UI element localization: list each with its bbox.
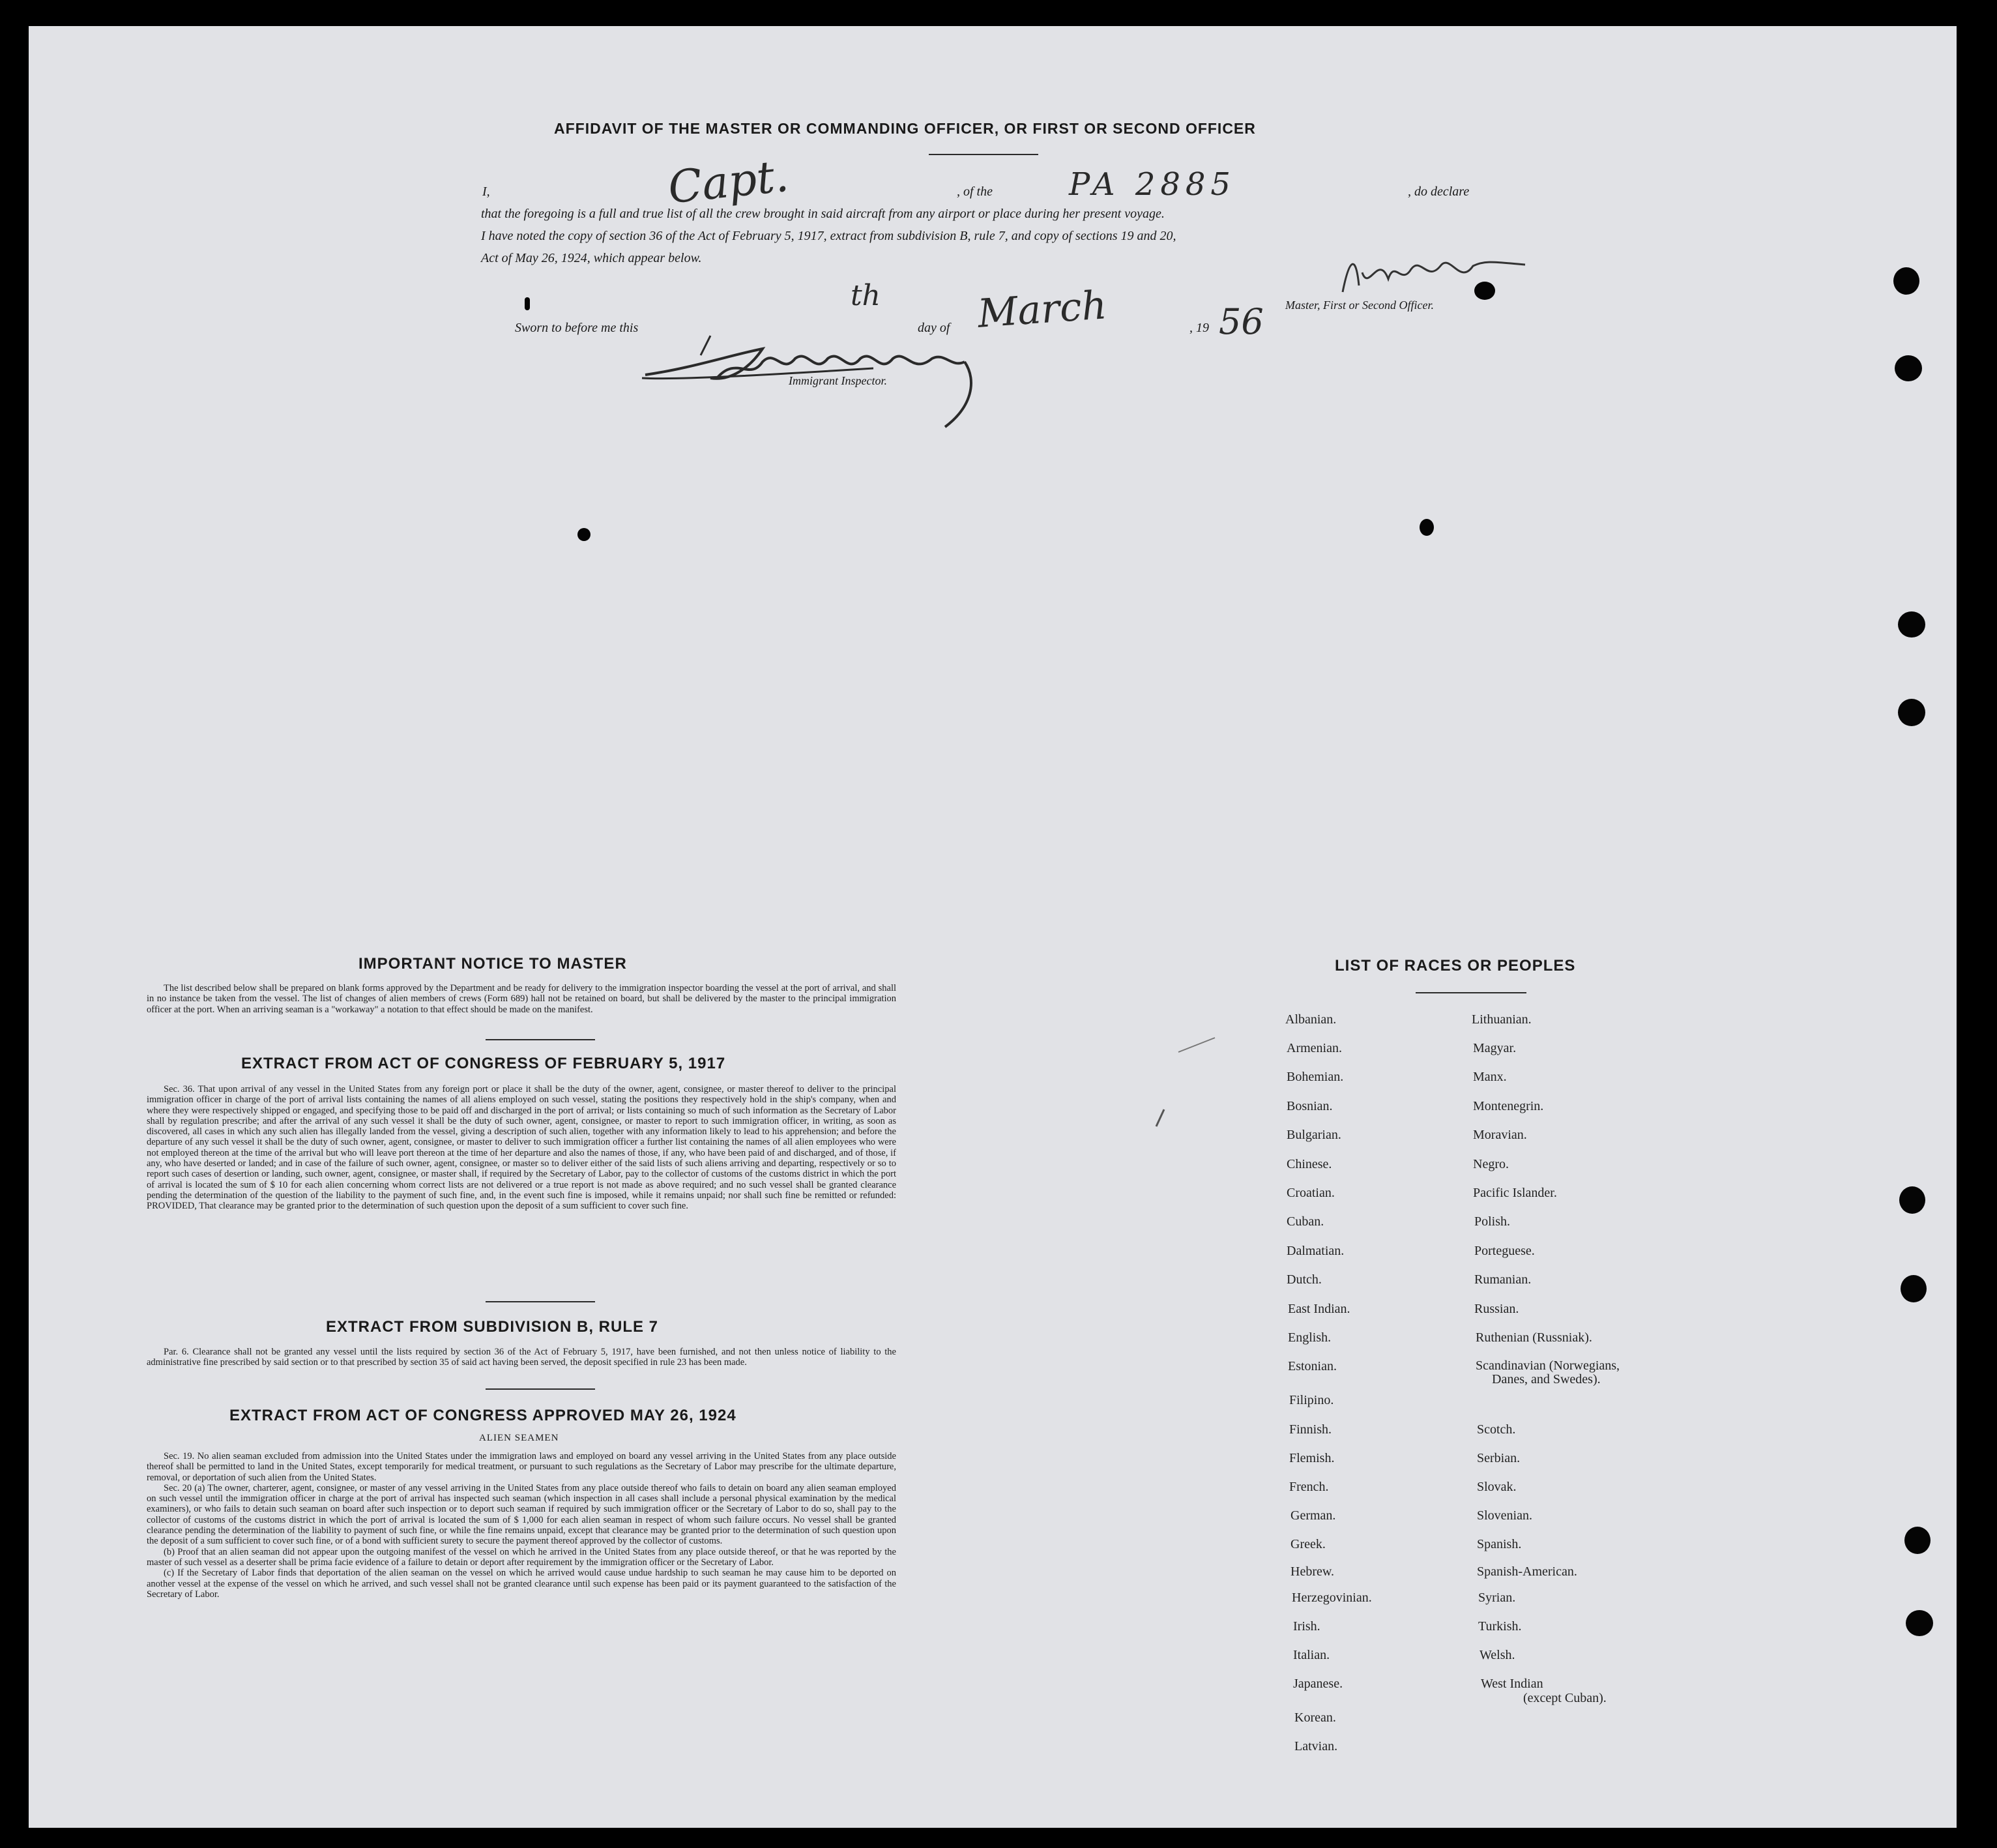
race-left: Filipino. xyxy=(1289,1393,1334,1407)
race-left: Cuban. xyxy=(1287,1214,1324,1229)
race-right: Manx. xyxy=(1473,1070,1507,1084)
affidavit-title: AFFIDAVIT OF THE MASTER OR COMMANDING OFFICER, OR FIRST OR SECOND OFFICER xyxy=(554,120,1256,137)
race-right: Scotch. xyxy=(1477,1422,1516,1437)
ink-spot xyxy=(577,528,590,541)
race-left: Irish. xyxy=(1293,1619,1320,1634)
handwritten-year: 56 xyxy=(1219,301,1264,342)
extract-1924-title: EXTRACT FROM ACT OF CONGRESS APPROVED MAY 26, 1924 xyxy=(229,1407,736,1424)
race-right: Spanish-American. xyxy=(1477,1564,1577,1579)
notice-body xyxy=(147,983,896,1015)
section-36-text: Sec. 36. That upon arrival of any vessel in the United States from any foreign port or place it shall be the duty of the owner, agent, consignee, or master thereof to deliver to the principal immigration officer in charge of the port of arrival lists containing the names of all aliens employed on such vessel, stating the positions they respectively hold in the ship's company, when and where they were respectively shipped or engaged, and specifying those to be paid off and discharged in the port of arrival; or lists containing so much of such information as the Secretary of Labor shall by regulation prescribe; and after the arrival of any such vessel it shall be the duty of such owner, agent, consignee, or master to report to such immigration officer, in writing, as soon as discovered, all cases in which any such alien has illegally landed from the vessel, giving a description of such alien, together with any information likely to lead to his apprehension; and before the departure of any such vessel it shall be the duty of such owner, agent, consignee, or master to deliver to such immigration officer a further list containing the names of all alien employees who were not employed thereon at the time of the arrival but who will leave port thereon at the time of her departure and also the names of those, if any, who have been paid of and discharged, and of those, if any, who have deserted or landed; and in case of the failure of such owner, agent, consignee, or master so to deliver either of the said lists of such aliens arriving and departing, respectively or so to report such cases of desertion or landing, such owner, agent, consignee, or master shall, if required by the Secretary of Labor, pay to the collector of customs of the customs district in which the port of arrival is located the sum of $ 10 for each alien concerning whom correct lists are not delivered or a true report is not made as above required; and no such vessel shall be granted clearance pending the determination of the question of the liability to the payment of such fine, and, in the event such fine is imposed, while it remains unpaid; nor shall such fine be remitted or refunded: PROVIDED, That clearance may be granted prior to the determination of such question upon the deposit of a sum sufficient to cover such fine. xyxy=(147,1084,896,1212)
race-left: East Indian. xyxy=(1288,1302,1350,1316)
race-left: Dutch. xyxy=(1287,1272,1322,1287)
ink-spot xyxy=(1420,519,1434,536)
year-prefix: , 19 xyxy=(1189,321,1209,335)
inspector-caption: Immigrant Inspector. xyxy=(789,374,887,387)
race-right: Magyar. xyxy=(1473,1041,1517,1055)
race-right: Slovenian. xyxy=(1477,1508,1532,1523)
extract-1917-title: EXTRACT FROM ACT OF CONGRESS OF FEBRUARY 5, 1917 xyxy=(241,1055,726,1072)
handwritten-day-suffix: th xyxy=(851,279,881,312)
notice-text: The list described below shall be prepared on blank forms approved by the Department and be ready for delivery to the immigration inspector boarding the vessel at the port of arrival, and shall in no instance be taken from the vessel. The list of changes of alien members of crews (Form 689) hall not be retained on board, but shall be delivered by the master to the principal immigration officer at the port. When an arriving seaman is a "workaway" a notation to that effect should be made on the manifest. xyxy=(147,983,896,1015)
extract-1924-subtitle: ALIEN SEAMEN xyxy=(479,1433,559,1443)
race-right: Russian. xyxy=(1474,1302,1519,1316)
race-left: Bohemian. xyxy=(1287,1070,1344,1084)
affidavit-line-2: I have noted the copy of section 36 of the Act of February 5, 1917, extract from subdivision B, rule 7, and copy of sections 19 and 20, xyxy=(481,229,1176,243)
race-left: Chinese. xyxy=(1287,1157,1332,1171)
section-20c-text: (c) If the Secretary of Labor finds that deportation of the alien seaman on the vessel on which he arrived would cause undue hardship to such seaman he may cause him to be deported on another vessel at the expense of the vessel on which he arrived, and such vessel shall not be granted clearance until such expense has been paid or its payment guaranteed to the satisfaction of the Secretary of Labor. xyxy=(147,1568,896,1600)
day-of-label: day of xyxy=(918,321,950,335)
officer-signature xyxy=(1330,246,1538,305)
section-20a-text: Sec. 20 (a) The owner, charterer, agent, consignee, or master of any vessel arriving in the United States from any place outside thereof who fails to detain on board any alien seaman employed on such vessel until the immigration officer in charge at the port of arrival has inspected such seaman (which inspection in all cases shall include a personal physical examination by the medical examiners), or who fails to detain such seaman on board after such inspection or to deport such seaman if required by such immigration officer or the Secretary of Labor to do so, shall pay to the collector of customs of the customs district in which the port of arrival is located the sum of $ 1,000 for each alien seaman in respect of whom such failure occurs. No vessel shall be granted clearance pending the determination of the liability to payment of such fine, or while the fine remains unpaid, except that clearance may be granted prior to the determination of such question upon the deposit of a sum sufficient to cover such fine, or of a bond with sufficient surety to secure the payment thereof approved by the collector of customs. xyxy=(147,1482,896,1547)
race-left: Albanian. xyxy=(1285,1012,1337,1027)
divider xyxy=(486,1039,595,1040)
extract-1917-body xyxy=(147,1084,896,1212)
punch-hole xyxy=(1901,1275,1927,1302)
handwritten-name: Capt. xyxy=(665,150,791,214)
subdivision-b-title: EXTRACT FROM SUBDIVISION B, RULE 7 xyxy=(326,1318,659,1336)
par-6-text: Par. 6. Clearance shall not be granted any vessel until the lists required by section 36 of the Act of February 5, 1917, have been furnished, and not then unless notice of liability to the administrative fine prescribed by said section or to that prescribed by section 35 of said act having been served, the deposit specified in rule 23 has been made. xyxy=(147,1347,896,1368)
race-right: Ruthenian (Russniak). xyxy=(1476,1330,1592,1345)
race-left: Armenian. xyxy=(1287,1041,1342,1055)
divider xyxy=(1416,992,1526,993)
divider xyxy=(486,1388,595,1390)
race-right: West Indian (except Cuban). xyxy=(1481,1677,1607,1705)
race-left: Hebrew. xyxy=(1290,1564,1335,1579)
section-19-text: Sec. 19. No alien seaman excluded from admission into the United States under the immigration laws and employed on board any vessel arriving in the United States from any place outside thereof shall be permitted to land in the United States, except temporarily for medical treatment, or pursuant to such regulations as the Secretary of Labor may prescribe for the ultimate departure, removal, or deportation of such alien from the United States. xyxy=(147,1451,896,1483)
race-left: Flemish. xyxy=(1289,1451,1335,1465)
stray-mark xyxy=(1177,1035,1216,1055)
handwritten-month: March xyxy=(976,282,1109,337)
race-right: Welsh. xyxy=(1480,1648,1515,1662)
race-right: Syrian. xyxy=(1478,1591,1516,1605)
race-left: Japanese. xyxy=(1293,1677,1343,1691)
race-right: Serbian. xyxy=(1477,1451,1521,1465)
race-left: Finnish. xyxy=(1289,1422,1332,1437)
race-left: Bosnian. xyxy=(1287,1099,1333,1113)
race-right: Slovak. xyxy=(1477,1480,1517,1494)
punch-hole xyxy=(1904,1527,1931,1554)
race-right: Rumanian. xyxy=(1474,1272,1532,1287)
punch-hole xyxy=(1906,1610,1933,1636)
race-right: Montenegrin. xyxy=(1473,1099,1544,1113)
race-right: Moravian. xyxy=(1473,1128,1527,1142)
punch-hole xyxy=(1893,267,1919,295)
extract-1924-body xyxy=(147,1451,896,1600)
race-right: Pacific Islander. xyxy=(1473,1186,1557,1200)
race-left: Greek. xyxy=(1290,1537,1326,1551)
race-left: Latvian. xyxy=(1294,1739,1338,1753)
race-left: Bulgarian. xyxy=(1287,1128,1341,1142)
race-left: Herzegovinian. xyxy=(1292,1591,1372,1605)
race-left: Dalmatian. xyxy=(1287,1244,1345,1258)
race-left: Estonian. xyxy=(1288,1359,1337,1373)
affidavit-line-3: Act of May 26, 1924, which appear below. xyxy=(481,251,702,265)
notice-title: IMPORTANT NOTICE TO MASTER xyxy=(358,955,627,973)
sworn-label: Sworn to before me this xyxy=(515,321,639,335)
punch-hole xyxy=(1898,611,1925,638)
ink-spot xyxy=(525,297,530,310)
affidavit-pronoun: I, xyxy=(482,184,490,199)
stray-mark xyxy=(1154,1108,1167,1128)
handwritten-vessel: PA 2885 xyxy=(1069,166,1236,203)
race-left: English. xyxy=(1288,1330,1332,1345)
officer-caption: Master, First or Second Officer. xyxy=(1285,299,1434,312)
race-right: Scandinavian (Norwegians, Danes, and Swedes). xyxy=(1476,1358,1620,1386)
divider xyxy=(486,1301,595,1302)
race-right: Porteguese. xyxy=(1474,1244,1535,1258)
affidavit-do-declare: , do declare xyxy=(1408,184,1470,199)
section-20b-text: (b) Proof that an alien seaman did not appear upon the outgoing manifest of the vessel on which he arrived in the United States from any place outside thereof, or that he was reported by the master of such vessel as a deserter shall be prima facie evidence of a failure to detain or deport after requirement by the immigration officer or the Secretary of Labor. xyxy=(147,1546,896,1568)
race-left: French. xyxy=(1289,1480,1329,1494)
punch-hole xyxy=(1895,355,1922,381)
race-right: Lithuanian. xyxy=(1472,1012,1532,1027)
affidavit-line-1: that the foregoing is a full and true list of all the crew brought in said aircraft from any airport or place during her present voyage. xyxy=(481,207,1165,221)
race-right: Negro. xyxy=(1473,1157,1509,1171)
races-title: LIST OF RACES OR PEOPLES xyxy=(1335,957,1576,975)
subdivision-b-body xyxy=(147,1347,896,1368)
divider xyxy=(929,154,1038,155)
punch-hole xyxy=(1899,1186,1925,1214)
race-left: German. xyxy=(1290,1508,1336,1523)
race-right: Spanish. xyxy=(1477,1537,1522,1551)
race-right: Polish. xyxy=(1474,1214,1511,1229)
race-left: Italian. xyxy=(1293,1648,1330,1662)
race-left: Croatian. xyxy=(1287,1186,1335,1200)
affidavit-of-the: , of the xyxy=(957,184,993,199)
punch-hole xyxy=(1898,699,1925,726)
race-left: Korean. xyxy=(1294,1710,1336,1725)
race-right: Turkish. xyxy=(1478,1619,1522,1634)
